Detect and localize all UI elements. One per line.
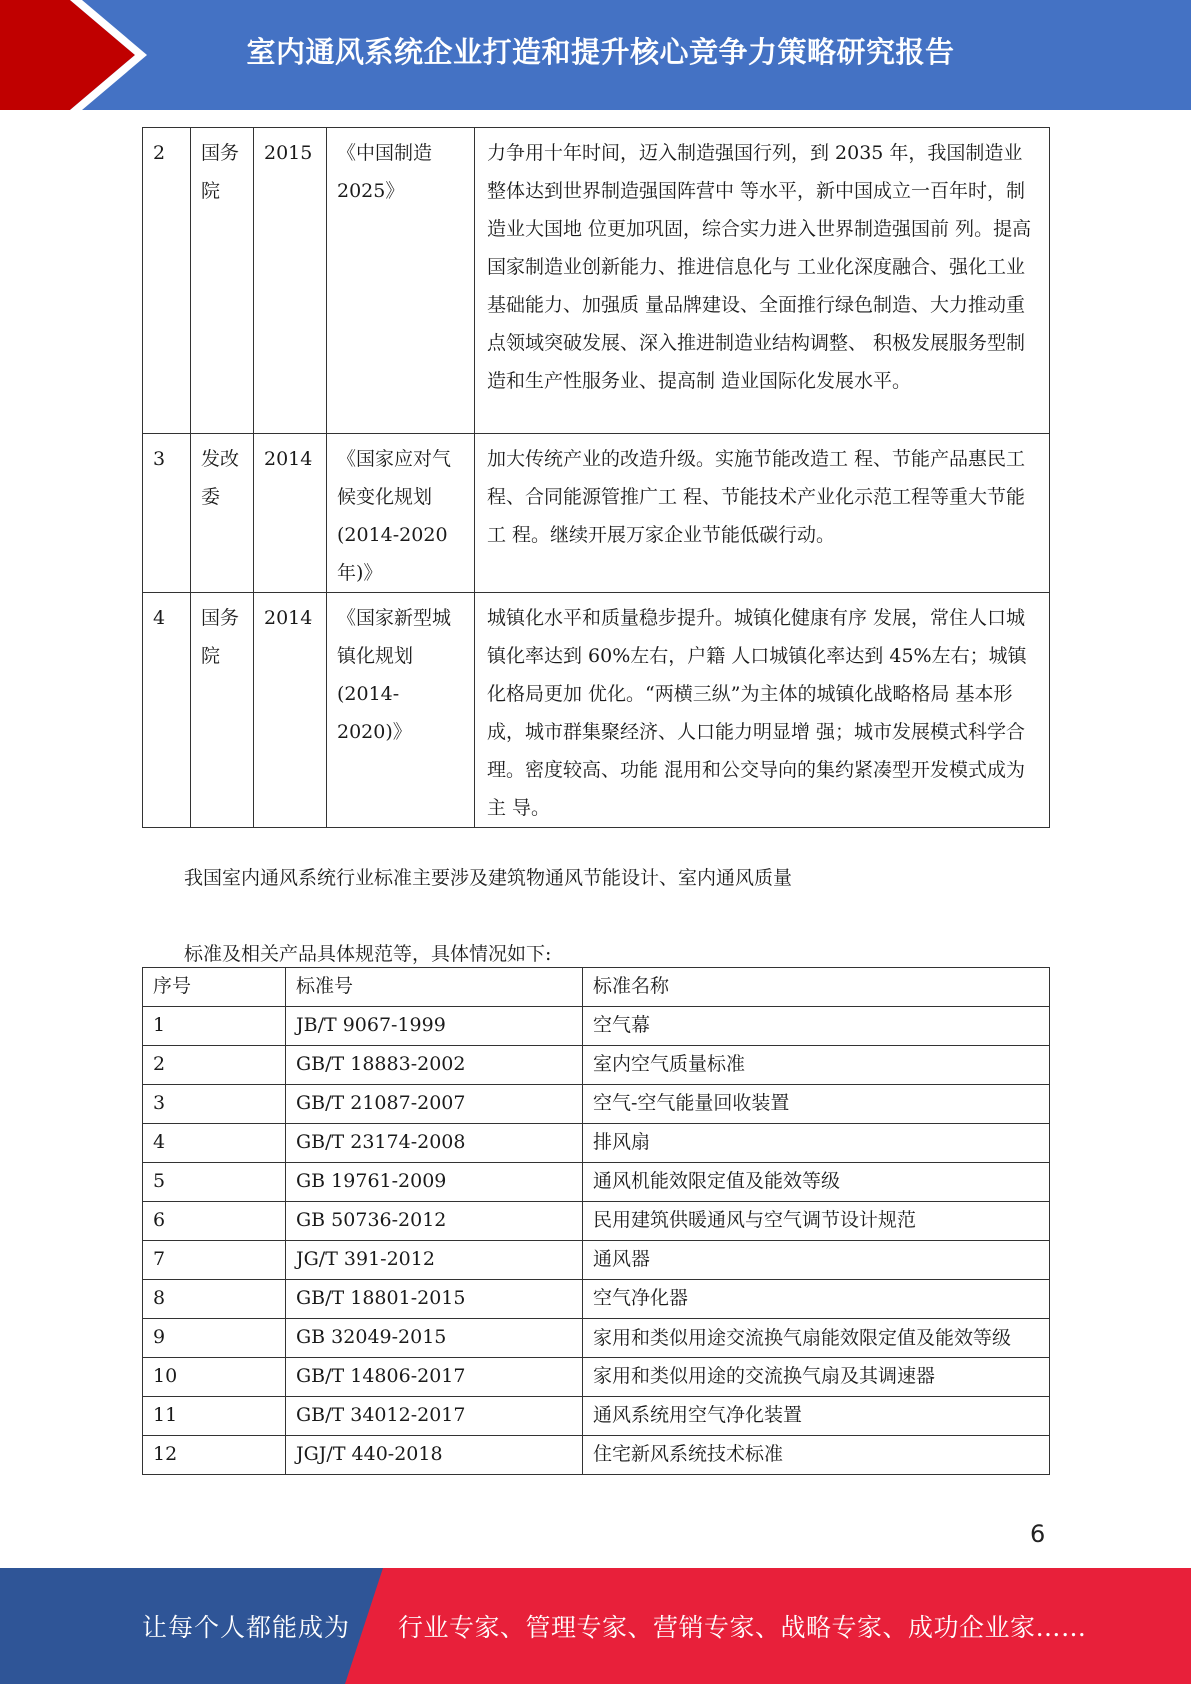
intro-paragraph-line-1: 我国室内通风系统行业标准主要涉及建筑物通风节能设计、室内通风质量 (184, 867, 793, 889)
std-name-cell: 住宅新风系统技术标准 (583, 1436, 1050, 1475)
report-title: 室内通风系统企业打造和提升核心竞争力策略研究报告 (246, 34, 955, 69)
seq-cell: 3 (143, 1085, 286, 1124)
table-row (143, 1046, 1050, 1085)
seq-cell: 7 (143, 1241, 286, 1280)
page-number: 6 (1030, 1520, 1046, 1548)
footer-slogan-right: 行业专家、管理专家、营销专家、战略专家、成功企业家…… (398, 1613, 1087, 1642)
std-no-cell: GB/T 34012-2017 (286, 1397, 583, 1436)
std-no-cell: GB/T 18883-2002 (286, 1046, 583, 1085)
std-name-cell: 空气净化器 (583, 1280, 1050, 1319)
table-row (143, 1319, 1050, 1358)
std-no-cell: GB 50736-2012 (286, 1202, 583, 1241)
policy-name-cell: 《国家应对气 候变化规划 (2014-2020 年)》 (327, 434, 475, 593)
seq-cell: 2 (143, 1046, 286, 1085)
std-name-cell: 家用和类似用途交流换气扇能效限定值及能效等级 (583, 1319, 1050, 1358)
row-number: 3 (143, 434, 191, 593)
std-no-cell: JG/T 391-2012 (286, 1241, 583, 1280)
footer-slogan-left: 让每个人都能成为 (142, 1613, 351, 1642)
policy-content-cell: 力争用十年时间，迈入制造强国行列，到 2035 年，我国制造业整体达到世界制造强国阵营中 等水平，新中国成立一百年时，制造业大国地 位更加巩固，综合实力进入世界制造强国前 列。提高国家制造业创新能力、推进信息化与 工业化深度融合、强化工业基础能力、加强质 量品牌建设、全面推行绿色制造、大力推动重 点领域突破发展、深入推进制造业结构调整、 积极发展服务型制造和生产性服务业、提高制 造业国际化发展水平。 (475, 128, 1050, 434)
std-no-cell: JGJ/T 440-2018 (286, 1436, 583, 1475)
std-name-cell: 空气幕 (583, 1007, 1050, 1046)
std-no-cell: GB 32049-2015 (286, 1319, 583, 1358)
policy-name-cell: 《中国制造 2025》 (327, 128, 475, 434)
std-name-cell: 通风器 (583, 1241, 1050, 1280)
issuer-cell: 发改 委 (191, 434, 254, 593)
policy-content-cell: 城镇化水平和质量稳步提升。城镇化健康有序 发展，常住人口城镇化率达到 60%左右，户籍 人口城镇化率达到 45%左右；城镇化格局更加 优化。“两横三纵”为主体的城镇化战略格局 基本形成，城市群集聚经济、人口能力明显增 强；城市发展模式科学合理。密度较高、功能 混用和公交导向的集约紧凑型开发模式成为主 导。 (475, 593, 1050, 828)
table-row (143, 1397, 1050, 1436)
seq-cell: 5 (143, 1163, 286, 1202)
std-no-cell: GB/T 14806-2017 (286, 1358, 583, 1397)
year-cell: 2015 (254, 128, 327, 434)
table-row (143, 128, 1050, 434)
table-row (143, 1358, 1050, 1397)
seq-cell: 6 (143, 1202, 286, 1241)
std-name-cell: 室内空气质量标准 (583, 1046, 1050, 1085)
page-footer (0, 1568, 1191, 1684)
table-row (143, 1163, 1050, 1202)
std-no-cell: JB/T 9067-1999 (286, 1007, 583, 1046)
issuer-cell: 国务 院 (191, 128, 254, 434)
header-seq: 序号 (143, 968, 286, 1007)
header-std-no: 标准号 (286, 968, 583, 1007)
table-row (143, 1280, 1050, 1319)
std-no-cell: GB/T 21087-2007 (286, 1085, 583, 1124)
policy-table (142, 127, 1050, 828)
year-cell: 2014 (254, 434, 327, 593)
table-row (143, 593, 1050, 828)
table-row (143, 1436, 1050, 1475)
std-no-cell: GB/T 18801-2015 (286, 1280, 583, 1319)
std-name-cell: 通风系统用空气净化装置 (583, 1397, 1050, 1436)
std-name-cell: 排风扇 (583, 1124, 1050, 1163)
page-header (0, 0, 1191, 110)
policy-content-cell: 加大传统产业的改造升级。实施节能改造工 程、节能产品惠民工程、合同能源管推广工 程、节能技术产业化示范工程等重大节能工 程。继续开展万家企业节能低碳行动。 (475, 434, 1050, 593)
std-no-cell: GB 19761-2009 (286, 1163, 583, 1202)
table-row (143, 1241, 1050, 1280)
table-row (143, 1124, 1050, 1163)
table-row (143, 434, 1050, 593)
std-name-cell: 通风机能效限定值及能效等级 (583, 1163, 1050, 1202)
std-name-cell: 民用建筑供暖通风与空气调节设计规范 (583, 1202, 1050, 1241)
table-row (143, 1202, 1050, 1241)
table-row (143, 1007, 1050, 1046)
row-number: 2 (143, 128, 191, 434)
std-name-cell: 家用和类似用途的交流换气扇及其调速器 (583, 1358, 1050, 1397)
policy-name-cell: 《国家新型城 镇化规划 (2014- 2020)》 (327, 593, 475, 828)
seq-cell: 12 (143, 1436, 286, 1475)
intro-paragraph-line-2: 标准及相关产品具体规范等，具体情况如下: (184, 943, 552, 965)
seq-cell: 9 (143, 1319, 286, 1358)
seq-cell: 11 (143, 1397, 286, 1436)
seq-cell: 4 (143, 1124, 286, 1163)
standards-table (142, 967, 1050, 1475)
seq-cell: 8 (143, 1280, 286, 1319)
header-chevron-icon (0, 0, 160, 110)
table-header-row (143, 968, 1050, 1007)
std-name-cell: 空气-空气能量回收装置 (583, 1085, 1050, 1124)
std-no-cell: GB/T 23174-2008 (286, 1124, 583, 1163)
seq-cell: 1 (143, 1007, 286, 1046)
table-row (143, 1085, 1050, 1124)
row-number: 4 (143, 593, 191, 828)
seq-cell: 10 (143, 1358, 286, 1397)
year-cell: 2014 (254, 593, 327, 828)
header-std-name: 标准名称 (583, 968, 1050, 1007)
issuer-cell: 国务 院 (191, 593, 254, 828)
